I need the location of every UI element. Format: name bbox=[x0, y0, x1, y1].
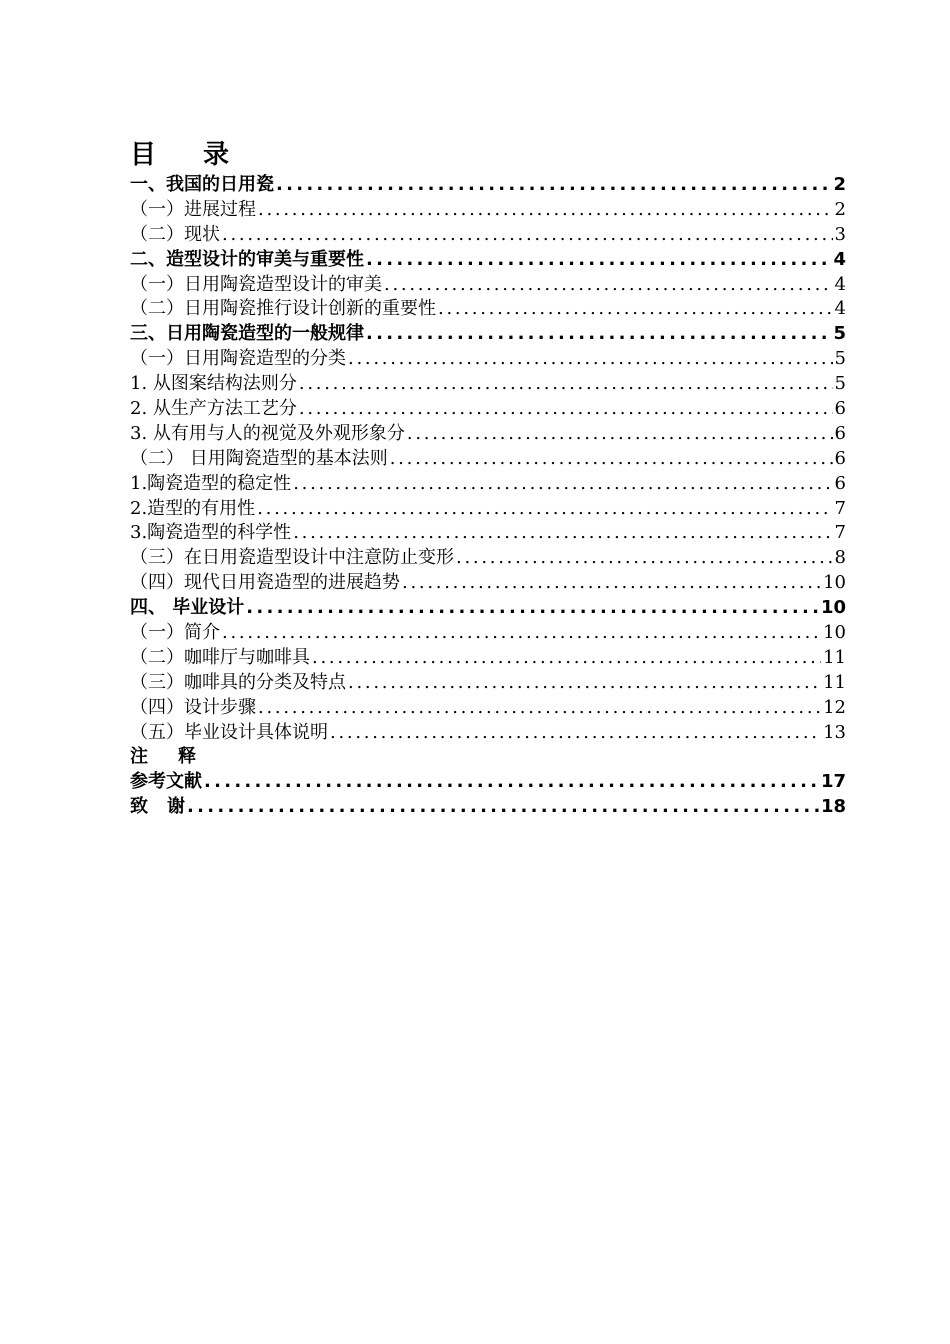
toc-entry[interactable] bbox=[130, 223, 846, 248]
toc-thanks-page: 18 bbox=[820, 796, 846, 818]
toc-entry-label: 2.造型的有用性 bbox=[130, 497, 256, 519]
toc-entry[interactable] bbox=[130, 521, 846, 546]
toc-entry-page: 6 bbox=[834, 447, 846, 469]
toc-dot-leader bbox=[456, 546, 833, 571]
toc-dot-leader bbox=[299, 372, 833, 397]
toc-entry-notes[interactable] bbox=[130, 745, 846, 770]
toc-entry-label: （二）日用陶瓷推行设计创新的重要性 bbox=[130, 298, 436, 320]
toc-entry-page: 4 bbox=[833, 248, 846, 270]
toc-entry-label: （三）在日用瓷造型设计中注意防止变形 bbox=[130, 547, 454, 569]
toc-entry-label: 2. 从生产方法工艺分 bbox=[130, 398, 297, 420]
toc-entry-page: 10 bbox=[820, 597, 846, 619]
toc-dot-leader bbox=[204, 770, 819, 795]
toc-dot-leader bbox=[402, 571, 821, 596]
toc-entry-label: （二）现状 bbox=[130, 223, 220, 245]
toc-entry[interactable] bbox=[130, 497, 846, 522]
toc-dot-leader bbox=[407, 422, 833, 447]
toc-dot-leader bbox=[299, 397, 833, 422]
toc-entry-page: 6 bbox=[834, 422, 846, 444]
toc-entry-label: 1.陶瓷造型的稳定性 bbox=[130, 472, 292, 494]
toc-entry[interactable] bbox=[130, 596, 846, 621]
toc-dot-leader bbox=[312, 646, 821, 671]
toc-dot-leader bbox=[222, 223, 833, 248]
toc-entry[interactable] bbox=[130, 721, 846, 746]
toc-dot-leader bbox=[438, 297, 833, 322]
toc-entry-page: 6 bbox=[834, 472, 846, 494]
toc-notes-left: 注 bbox=[130, 746, 148, 768]
toc-entry-page: 2 bbox=[834, 198, 846, 220]
toc-entry-label: （三）咖啡具的分类及特点 bbox=[130, 671, 346, 693]
toc-dot-leader bbox=[257, 497, 832, 522]
toc-dot-leader bbox=[330, 721, 821, 746]
toc-entry-page: 5 bbox=[834, 348, 846, 370]
toc-entry-page: 10 bbox=[823, 622, 846, 644]
toc-entry-label: （二） 日用陶瓷造型的基本法则 bbox=[130, 447, 388, 469]
toc-entry-page: 11 bbox=[823, 671, 846, 693]
toc-list bbox=[130, 173, 846, 820]
toc-entry-label: （四）设计步骤 bbox=[130, 696, 256, 718]
toc-entry[interactable] bbox=[130, 571, 846, 596]
toc-entry-label: （五）毕业设计具体说明 bbox=[130, 721, 328, 743]
toc-entry-page: 6 bbox=[834, 398, 846, 420]
toc-entry-label: 3. 从有用与人的视觉及外观形象分 bbox=[130, 422, 405, 444]
toc-entry-page: 7 bbox=[834, 497, 846, 519]
toc-entry-page: 3 bbox=[834, 223, 846, 245]
toc-dot-leader bbox=[348, 347, 833, 372]
toc-dot-leader bbox=[293, 472, 832, 497]
toc-entry[interactable] bbox=[130, 422, 846, 447]
toc-entry[interactable] bbox=[130, 173, 846, 198]
toc-dot-leader bbox=[258, 198, 833, 223]
toc-entry[interactable] bbox=[130, 322, 846, 347]
toc-entry-page: 4 bbox=[834, 298, 846, 320]
toc-dot-leader bbox=[366, 248, 831, 273]
toc-dot-leader bbox=[246, 596, 819, 621]
toc-entry-label: 1. 从图案结构法则分 bbox=[130, 373, 297, 395]
toc-thanks-right: 谢 bbox=[167, 796, 186, 818]
toc-entry-label: （一）日用陶瓷造型的分类 bbox=[130, 348, 346, 370]
toc-entry-label: （二）咖啡厅与咖啡具 bbox=[130, 646, 310, 668]
toc-entry[interactable] bbox=[130, 696, 846, 721]
toc-entry-page: 8 bbox=[834, 547, 846, 569]
toc-entry-references[interactable] bbox=[130, 770, 846, 795]
toc-entry[interactable] bbox=[130, 472, 846, 497]
toc-entry[interactable] bbox=[130, 646, 846, 671]
toc-dot-leader bbox=[222, 621, 821, 646]
toc-notes-right: 释 bbox=[178, 746, 196, 768]
toc-entry-page: 12 bbox=[823, 696, 846, 718]
toc-entry[interactable] bbox=[130, 671, 846, 696]
toc-entry[interactable] bbox=[130, 621, 846, 646]
toc-dot-leader bbox=[187, 795, 819, 820]
toc-entry-label: 二、造型设计的审美与重要性 bbox=[130, 248, 364, 270]
toc-entry-label: 3.陶瓷造型的科学性 bbox=[130, 522, 292, 544]
toc-entry-page: 2 bbox=[833, 174, 846, 195]
toc-entry-label: （四）现代日用瓷造型的进展趋势 bbox=[130, 572, 400, 594]
toc-entry-page: 4 bbox=[834, 273, 846, 295]
toc-entry[interactable] bbox=[130, 297, 846, 322]
toc-entry-label: 一、我国的日用瓷 bbox=[130, 174, 274, 195]
toc-entry-label: （一）进展过程 bbox=[130, 198, 256, 220]
toc-references-label: 参考文献 bbox=[130, 771, 202, 793]
toc-entry[interactable] bbox=[130, 447, 846, 472]
toc-entry-label: （一）简介 bbox=[130, 622, 220, 644]
toc-entry-page: 5 bbox=[833, 323, 846, 345]
toc-title-left: 目 bbox=[130, 140, 158, 170]
toc-entry-page: 7 bbox=[834, 522, 846, 544]
toc-dot-leader bbox=[390, 447, 833, 472]
toc-entry-thanks[interactable] bbox=[130, 795, 846, 820]
toc-entry[interactable] bbox=[130, 273, 846, 298]
toc-entry-page: 10 bbox=[823, 572, 846, 594]
toc-thanks-left: 致 bbox=[130, 796, 148, 818]
toc-entry-page: 11 bbox=[823, 646, 846, 668]
toc-entry[interactable] bbox=[130, 347, 846, 372]
toc-entry[interactable] bbox=[130, 372, 846, 397]
toc-title bbox=[130, 134, 230, 171]
toc-dot-leader bbox=[384, 273, 833, 298]
toc-entry-page: 5 bbox=[834, 373, 846, 395]
toc-entry[interactable] bbox=[130, 198, 846, 223]
toc-entry-label: 四、 毕业设计 bbox=[130, 597, 245, 619]
toc-entry[interactable] bbox=[130, 397, 846, 422]
toc-references-page: 17 bbox=[820, 771, 846, 793]
toc-dot-leader bbox=[366, 322, 831, 347]
toc-entry-label: （一）日用陶瓷造型设计的审美 bbox=[130, 273, 382, 295]
toc-entry[interactable] bbox=[130, 248, 846, 273]
toc-title-right: 录 bbox=[203, 140, 231, 170]
toc-entry[interactable] bbox=[130, 546, 846, 571]
toc-entry-label: 三、日用陶瓷造型的一般规律 bbox=[130, 323, 364, 345]
toc-dot-leader bbox=[258, 696, 821, 721]
toc-entry-page: 13 bbox=[823, 721, 846, 743]
toc-dot-leader bbox=[348, 671, 821, 696]
toc-dot-leader bbox=[276, 173, 831, 198]
toc-dot-leader bbox=[293, 521, 832, 546]
